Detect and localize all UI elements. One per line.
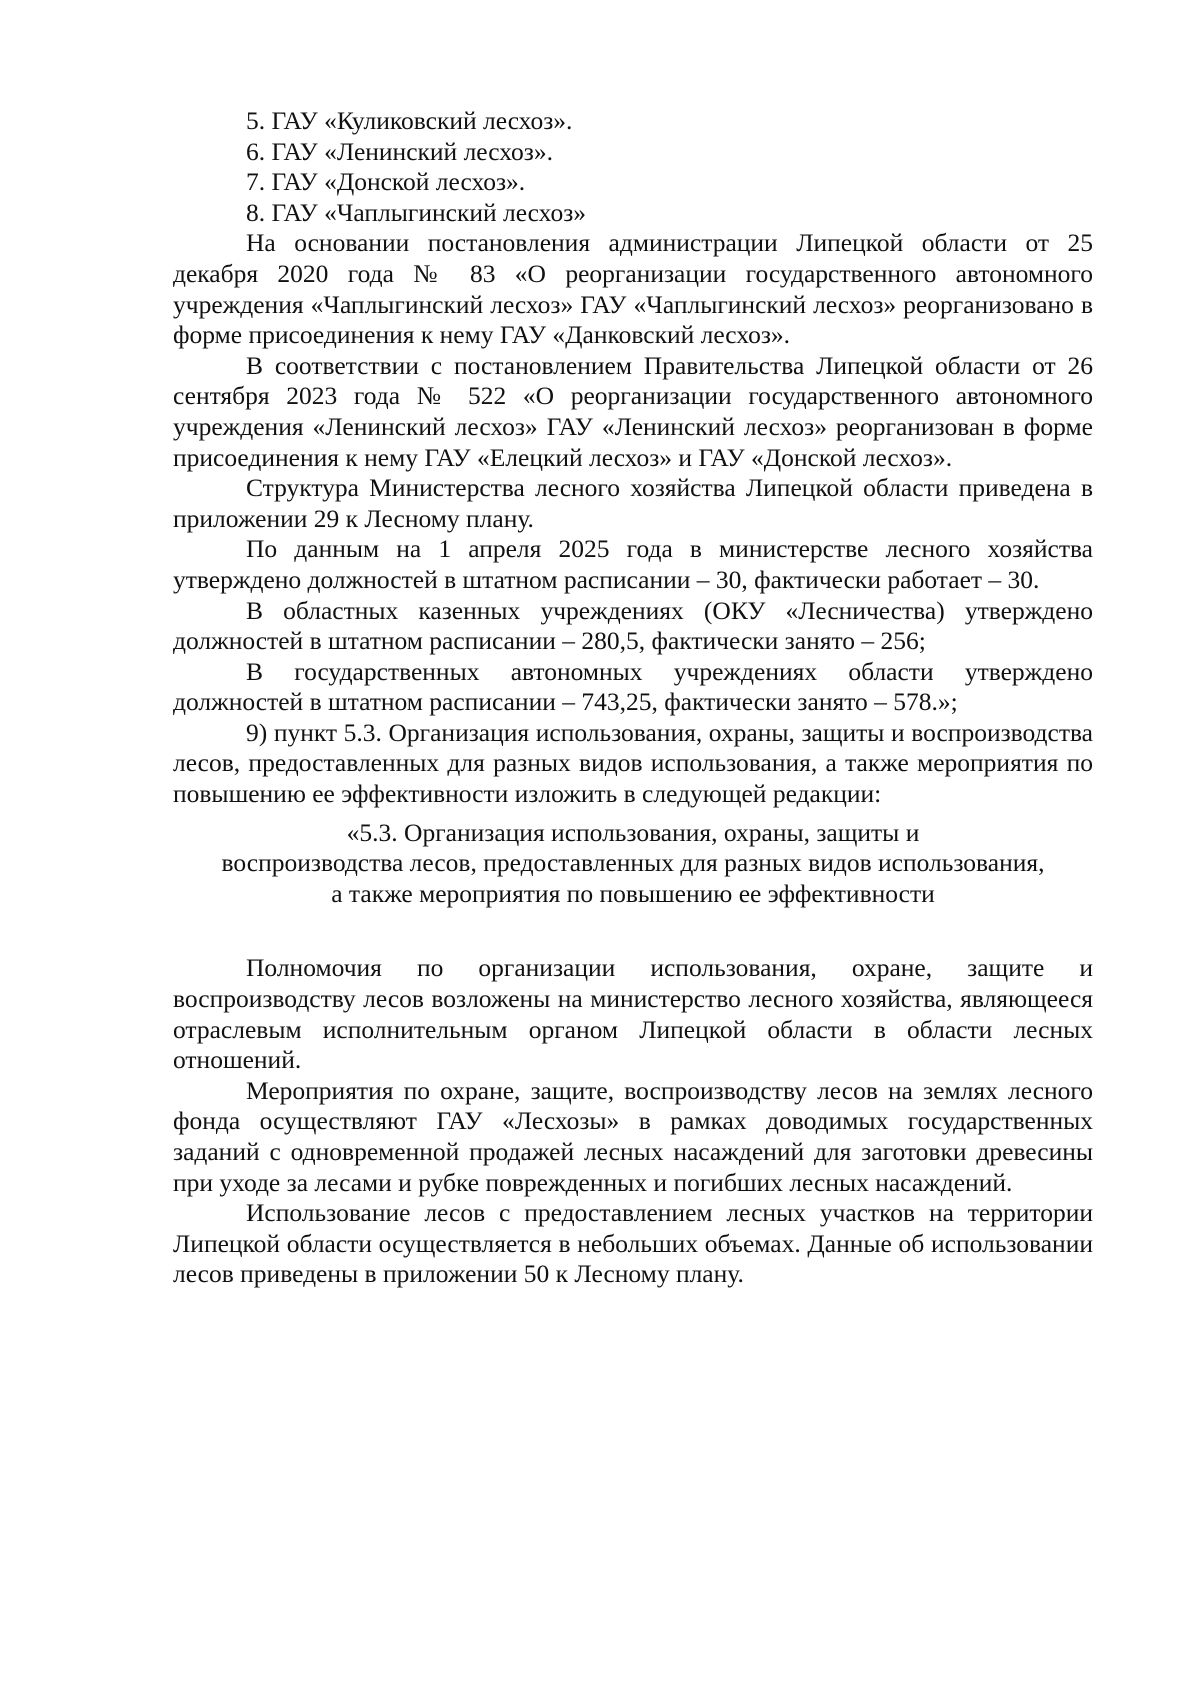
paragraph-measures: Мероприятия по охране, защите, воспроизводству лесов на землях лесного фонда осуществляют ГАУ «Лесхозы» в рамках доводимых государственных заданий с одновременной продажей лесных насаждений для заготовки древесины при уходе за лесами и рубке поврежденных и погибших лесных насаждений. (173, 1075, 1093, 1197)
list-item-6: 6. ГАУ «Ленинский лесхоз». (246, 136, 553, 166)
section-heading-5-3 (173, 818, 1093, 910)
paragraph-item-9: 9) пункт 5.3. Организация использования, охраны, защиты и воспроизводства лесов, предоставленных для разных видов использования, а также мероприятия по повышению ее эффективности изложить в следующей редакции: (173, 717, 1093, 809)
paragraph-gau-staff: В государственных автономных учреждениях области утверждено должностей в штатном расписании – 743,25, фактически занято – 578.»; (173, 656, 1093, 717)
section-heading-line-1: «5.3. Организация использования, охраны, защиты и (346, 817, 920, 847)
paragraph-ministry-structure: Структура Министерства лесного хозяйства Липецкой области приведена в приложении 29 к Лесному плану. (173, 473, 1093, 533)
paragraph-oku-staff: В областных казенных учреждениях (ОКУ «Лесничества) утверждено должностей в штатном расписании – 280,5, фактически занято – 256; (173, 595, 1093, 656)
section-heading-line-3: а также мероприятия по повышению ее эффективности (331, 878, 935, 908)
section-heading-line-2: воспроизводства лесов, предоставленных для разных видов использования, (221, 848, 1045, 878)
document-page (173, 106, 1093, 1290)
paragraph-chaplygin-reorg: На основании постановления администрации Липецкой области от 25 декабря 2020 года № 83 «О реорганизации государственного автономного учреждения «Чаплыгинский лесхоз» ГАУ «Чаплыгинский лесхоз» реорганизовано в форме присоединения к нему ГАУ «Данковский лесхоз». (173, 228, 1093, 350)
list-item-7: 7. ГАУ «Донской лесхоз». (246, 167, 526, 197)
paragraph-authority: Полномочия по организации использования, охране, защите и воспроизводству лесов возложены на министерство лесного хозяйства, являющееся отраслевым исполнительным органом Липецкой области в области лесных отношений. (173, 953, 1093, 1075)
paragraph-ministry-staff: По данным на 1 апреля 2025 года в министерстве лесного хозяйства утверждено должностей в штатном расписании – 30, фактически работает – 30. (173, 534, 1093, 594)
paragraph-forest-use: Использование лесов с предоставлением лесных участков на территории Липецкой области осуществляется в небольших объемах. Данные об использовании лесов приведены в приложении 50 к Лесному плану. (173, 1198, 1093, 1289)
paragraph-leninsky-reorg: В соответствии с постановлением Правительства Липецкой области от 26 сентября 2023 года № 522 «О реорганизации государственного автономного учреждения «Ленинский лесхоз» ГАУ «Ленинский лесхоз» реорганизован в форме присоединения к нему ГАУ «Елецкий лесхоз» и ГАУ «Донской лесхоз». (173, 350, 1093, 472)
spacer (173, 909, 1093, 953)
list-item-8: 8. ГАУ «Чаплыгинский лесхоз» (246, 197, 587, 227)
list-item-5: 5. ГАУ «Куликовский лесхоз». (246, 106, 573, 135)
